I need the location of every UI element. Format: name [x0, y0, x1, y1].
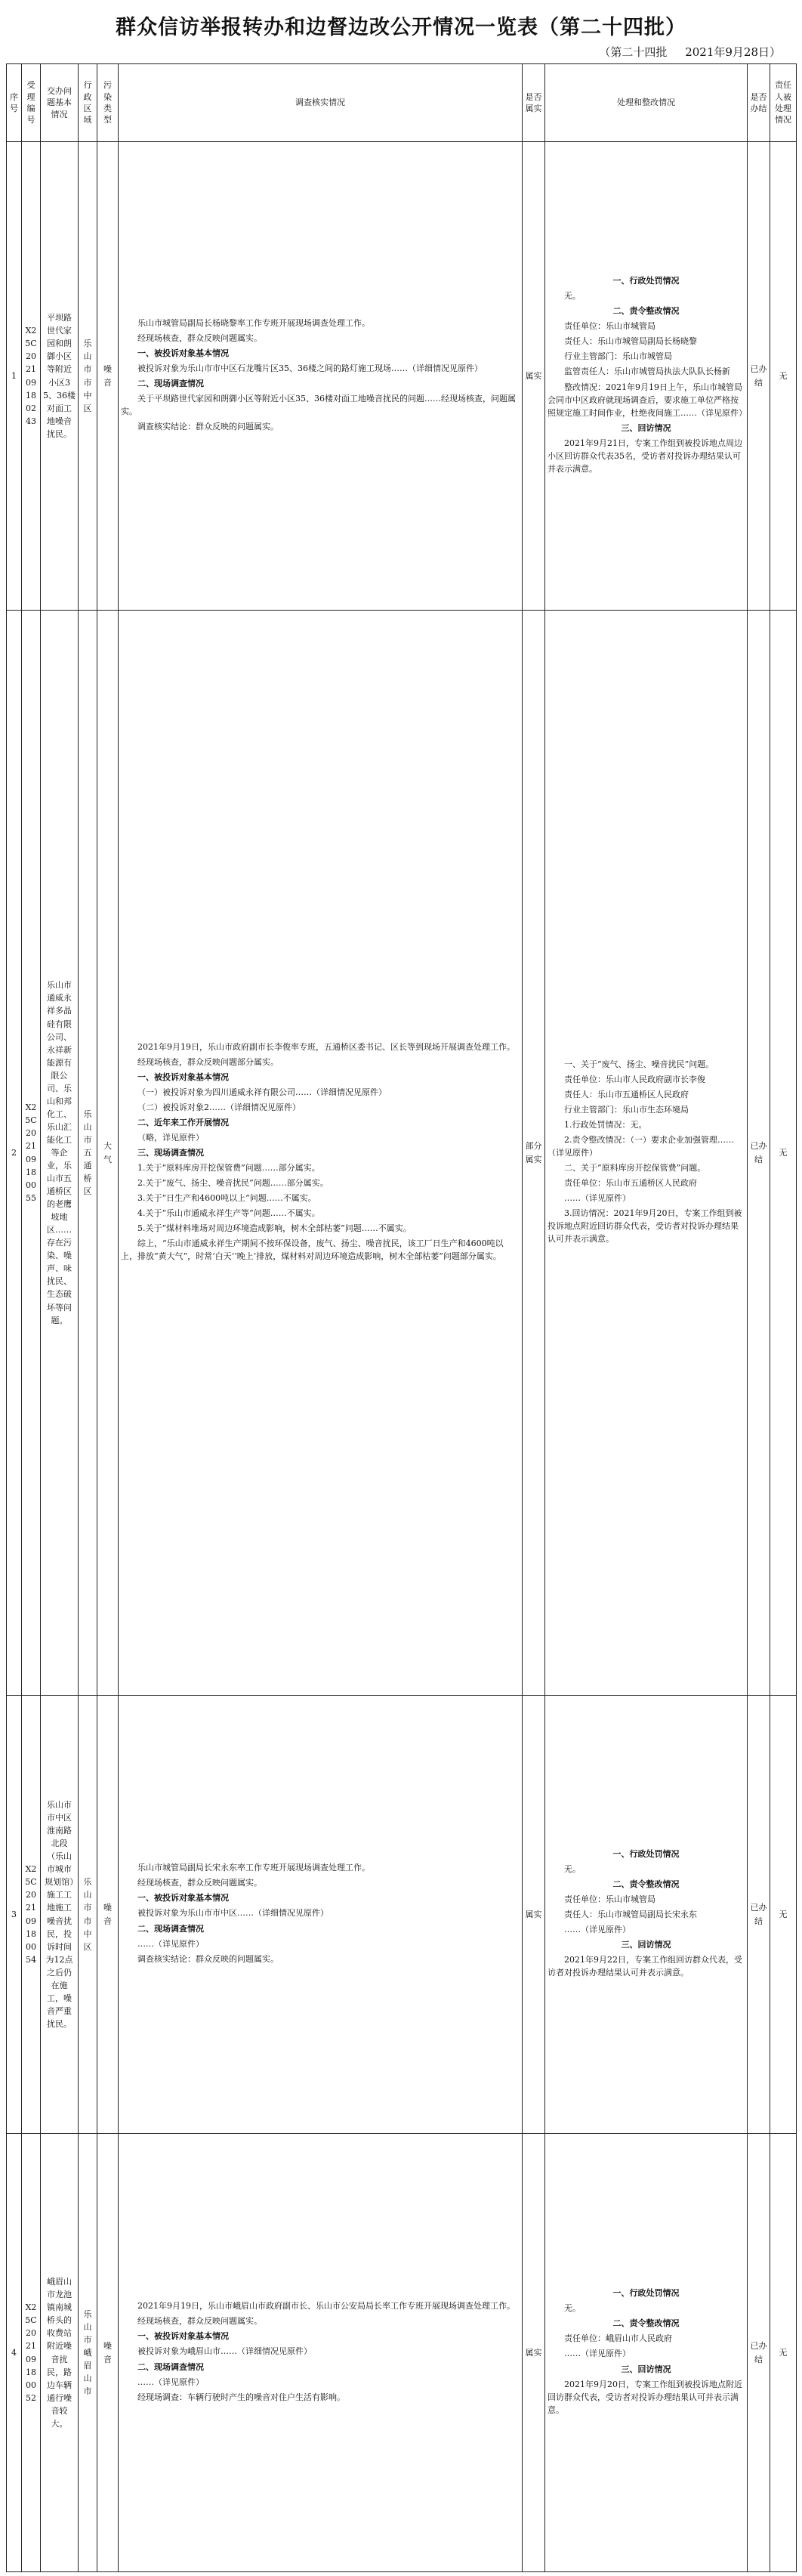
handling-heading: 一、行政处罚情况: [612, 276, 680, 286]
investigation-line: 2021年9月19日，乐山市政府副市长李俊率专班，五通桥区委书记、区长等到现场开展调查处理工作。: [137, 1041, 515, 1052]
header-cell: 是否属实: [523, 64, 545, 142]
handling-line: 行业主管部门：乐山市生态环境局: [564, 1104, 689, 1115]
pollution-type: 噪音: [97, 1696, 119, 2134]
handling-heading: 三、回访情况: [621, 422, 671, 433]
investigation-line: 3.关于“日生产和4600吨以上”问题……不属实。: [137, 1193, 316, 1204]
handling-cell: [545, 611, 748, 1696]
verified-status: 属实: [523, 1696, 545, 2134]
handling-line: 无。: [564, 2303, 581, 2314]
table-row: [7, 142, 797, 611]
date-label: 2021年9月28日）: [685, 45, 781, 59]
investigation-line: 经现场核查，群众反映问题属实。: [137, 1878, 262, 1888]
investigation-heading: 二、现场调查情况: [137, 2361, 204, 2372]
header-cell: 受理编号: [22, 64, 41, 142]
investigation-heading: 二、近年来工作开展情况: [137, 1117, 229, 1127]
investigation-line: 2021年9月19日，乐山市峨眉山市政府副市长、乐山市公安局局长率工作专班开展现场调查处理工作。: [137, 2301, 515, 2312]
handling-line: 2021年9月21日，专案工作组到被投诉地点周边小区回访群众代表35名，受访者对投诉办理结果认可并表示满意。: [548, 438, 742, 474]
handling-line: 责任单位：峨眉山市人民政府: [564, 2333, 672, 2344]
handling-heading: 三、回访情况: [621, 2364, 671, 2374]
investigation-line: 5.关于“煤材料堆场对周边环境造成影响，树木全部枯萎”问题……不属实。: [137, 1223, 412, 1234]
investigation-heading: 一、被投诉对象基本情况: [137, 2331, 229, 2342]
handling-line: 3.回访情况：2021年9月20日，专案工作组到被投诉地点附近回访群众代表，受访者对投诉办理结果认可并表示满意。: [548, 1208, 742, 1245]
handling-line: 责任单位：乐山市人民政府副市长李俊: [564, 1074, 705, 1084]
handling-line: 责任人：乐山市五通桥区人民政府: [564, 1089, 689, 1099]
investigation-heading: 二、现场调查情况: [137, 379, 204, 388]
investigation-line: （一）被投诉对象为四川通威永祥有限公司……（详细情况见原件）: [137, 1087, 387, 1097]
problem-summary: 峨眉山市龙池镇南城桥头的收费站附近噪音扰民，路边车辆通行噪音较大。: [41, 2134, 79, 2572]
investigation-line: 1.关于“原料库房开挖保管费”问题……部分属实。: [137, 1163, 320, 1174]
header-cell: 序号: [7, 64, 22, 142]
header-cell: 污染类型: [97, 64, 119, 142]
handling-heading: 二、责令整改情况: [612, 1879, 680, 1889]
handling-heading: 一、关于“废气、扬尘、噪音扰民”问题。: [564, 1059, 714, 1069]
batch-date: [599, 44, 781, 60]
table-row: [7, 1696, 797, 2134]
handling-line: 2021年9月20日，专案工作组到被投诉地点附近回访群众代表，受访者对投诉办理结果认可并表示满意。: [548, 2379, 742, 2415]
handling-heading: 二、责令整改情况: [612, 306, 680, 317]
handling-line: ……（详见原件）: [564, 1925, 631, 1935]
handling-cell: [545, 142, 748, 611]
investigation-cell: [119, 2134, 523, 2572]
problem-summary: 乐山市市中区淮南路北段（乐山市城市规划馆）施工工地施工噪音扰民，投诉时间为12点之后仍在施工，噪音严重扰民。: [41, 1696, 79, 2134]
handling-line: 责任人：乐山市城管局副局长宋永东: [564, 1909, 697, 1919]
investigation-line: 乐山市城管局副局长杨晓黎率工作专班开展现场调查处理工作。: [137, 317, 370, 328]
investigation-line: 被投诉对象为乐山市市中区石龙嘴片区35、36楼之间的路灯施工现场……（详细情况见原件）: [137, 363, 483, 373]
region: 乐山市市中区: [79, 1696, 97, 2134]
table-header-row: [7, 64, 797, 142]
header-cell: 调查核实情况: [119, 64, 523, 142]
header-cell: 交办问题基本情况: [41, 64, 79, 142]
handling-line: 责任单位：乐山市五通桥区人民政府: [564, 1178, 697, 1189]
penalty-status: 无: [770, 2134, 797, 2572]
verified-status: 部分属实: [523, 611, 545, 1696]
case-code: X25C202109180055: [22, 611, 41, 1696]
header-cell: 行政区域: [79, 64, 97, 142]
closed-status: 已办结: [748, 1696, 770, 2134]
case-code: X25C202109180243: [22, 142, 41, 611]
investigation-line: （略，详见原件）: [137, 1132, 204, 1143]
investigation-line: 2.关于“废气、扬尘、噪音扰民”问题……部分属实。: [137, 1178, 329, 1189]
page-title: 群众信访举报转办和边督边改公开情况一览表（第二十四批）: [116, 16, 686, 39]
investigation-line: 综上，“乐山市通威永祥生产期间不按环保设备，废气、扬尘、噪音扰民，该工厂日生产和4600吨以上，排放“黄大气”，时常‘白天’‘晚上’排放，煤材料对周边环境造成影响，树木全部枯萎”问题部分属实。: [121, 1239, 504, 1262]
penalty-status: 无: [770, 142, 797, 611]
investigation-line: 被投诉对象为乐山市市中区……（详细情况见原件）: [137, 1908, 329, 1919]
investigation-line: 经现场核查，群众反映问题属实。: [137, 332, 262, 343]
investigation-line: 调查核实结论：群众反映的问题属实。: [137, 422, 279, 432]
header-cell: 责任人被处理情况: [770, 64, 797, 142]
complaint-table: [6, 63, 797, 2572]
verified-status: 属实: [523, 2134, 545, 2572]
investigation-line: 被投诉对象为峨眉山市……（详细情况见原件）: [137, 2346, 312, 2357]
handling-line: 责任单位：乐山市城管局: [564, 1894, 655, 1904]
pollution-type: 大气: [97, 611, 119, 1696]
handling-line: 责任人：乐山市城管局副局长杨晓黎: [564, 336, 697, 347]
handling-line: 1.行政处罚情况：无。: [564, 1119, 647, 1130]
investigation-line: ……（详见原件）: [137, 2377, 204, 2387]
investigation-line: 乐山市城管局副局长宋永东率工作专班开展现场调查处理工作。: [137, 1863, 370, 1873]
closed-status: 已办结: [748, 2134, 770, 2572]
closed-status: 已办结: [748, 611, 770, 1696]
handling-heading: 一、行政处罚情况: [612, 2288, 680, 2299]
investigation-heading: 三、现场调查情况: [137, 1147, 204, 1158]
investigation-cell: [119, 1696, 523, 2134]
pollution-type: 噪音: [97, 142, 119, 611]
header-cell: 处理和整改情况: [545, 64, 748, 142]
handling-heading: 一、行政处罚情况: [612, 1848, 680, 1859]
region: 乐山市五通桥区: [79, 611, 97, 1696]
handling-cell: [545, 1696, 748, 2134]
row-number: 4: [7, 2134, 22, 2572]
penalty-status: 无: [770, 1696, 797, 2134]
investigation-heading: 一、被投诉对象基本情况: [137, 348, 229, 358]
region: 乐山市市中区: [79, 142, 97, 611]
handling-heading: 三、回访情况: [621, 1940, 671, 1950]
table-row: [7, 611, 797, 1696]
investigation-line: ……（详见原件）: [137, 1938, 204, 1949]
penalty-status: 无: [770, 611, 797, 1696]
investigation-line: 经现场核查，群众反映问题属实。: [137, 2316, 262, 2327]
handling-line: 监管责任人：乐山市城管局执法大队队长杨新: [564, 366, 730, 377]
handling-line: 无。: [564, 291, 581, 302]
row-number: 1: [7, 142, 22, 611]
handling-line: 责任单位：乐山市城管局: [564, 321, 655, 332]
investigation-line: 经现场核查，群众反映问题部分属实。: [137, 1056, 279, 1067]
handling-line: 2.责令整改情况：（一）要求企业加强管理……（详见原件）: [548, 1134, 734, 1158]
handling-line: 2021年9月22日，专案工作组回访群众代表，受访者对投诉办理结果认可并表示满意。: [548, 1955, 742, 1978]
handling-line: 整改情况：2021年9月19日上午，乐山市城管局会同市中区政府就现场调查后，要求施工单位严格按照规定施工时间作业，杜绝夜间施工……（详见原件）: [548, 382, 747, 418]
investigation-cell: [119, 611, 523, 1696]
region: 乐山市峨眉山市: [79, 2134, 97, 2572]
pollution-type: 噪音: [97, 2134, 119, 2572]
handling-line: ……（详见原件）: [564, 1193, 631, 1204]
batch-label: （第二十四批: [599, 45, 668, 59]
header-cell: 是否办结: [748, 64, 770, 142]
investigation-heading: 二、现场调查情况: [137, 1923, 204, 1934]
handling-heading: 二、关于“原料库房开挖保管费”问题。: [564, 1163, 706, 1174]
case-code: X25C202109180054: [22, 1696, 41, 2134]
row-number: 3: [7, 1696, 22, 2134]
problem-summary: 平坝路世代家园和朗御小区等附近小区35、36楼对面工地噪音扰民。: [41, 142, 79, 611]
investigation-line: 4.关于“乐山市通威永祥生产等”问题……不属实。: [137, 1208, 320, 1219]
closed-status: 已办结: [748, 142, 770, 611]
investigation-heading: 一、被投诉对象基本情况: [137, 1072, 229, 1082]
handling-line: 无。: [564, 1863, 581, 1874]
handling-heading: 二、责令整改情况: [612, 2318, 680, 2329]
investigation-line: 调查核实结论：群众反映的问题属实。: [137, 1953, 279, 1964]
investigation-line: 关于平坝路世代家园和朗御小区等附近小区35、36楼对面工地噪音扰民的问题……经现场核查，问题属实。: [121, 394, 516, 417]
handling-line: ……（详见原件）: [564, 2349, 631, 2359]
verified-status: 属实: [523, 142, 545, 611]
handling-line: 行业主管部门：乐山市城管局: [564, 351, 672, 362]
investigation-line: （二）被投诉对象2……（详细情况见原件）: [137, 1102, 301, 1112]
case-code: X25C202109180052: [22, 2134, 41, 2572]
table-row: [7, 2134, 797, 2572]
row-number: 2: [7, 611, 22, 1696]
handling-cell: [545, 2134, 748, 2572]
investigation-heading: 一、被投诉对象基本情况: [137, 1893, 229, 1903]
investigation-line: 经现场调查：车辆行驶时产生的噪音对住户生活有影响。: [137, 2392, 345, 2402]
problem-summary: 乐山市通威永祥多晶硅有限公司、永祥新能源有限公司、乐山和邦化工、乐山汇能化工等企业，乐山市五通桥区的老鹰坡地区……存在污染、噪声、味扰民、生态破坏等问题。: [41, 611, 79, 1696]
investigation-cell: [119, 142, 523, 611]
